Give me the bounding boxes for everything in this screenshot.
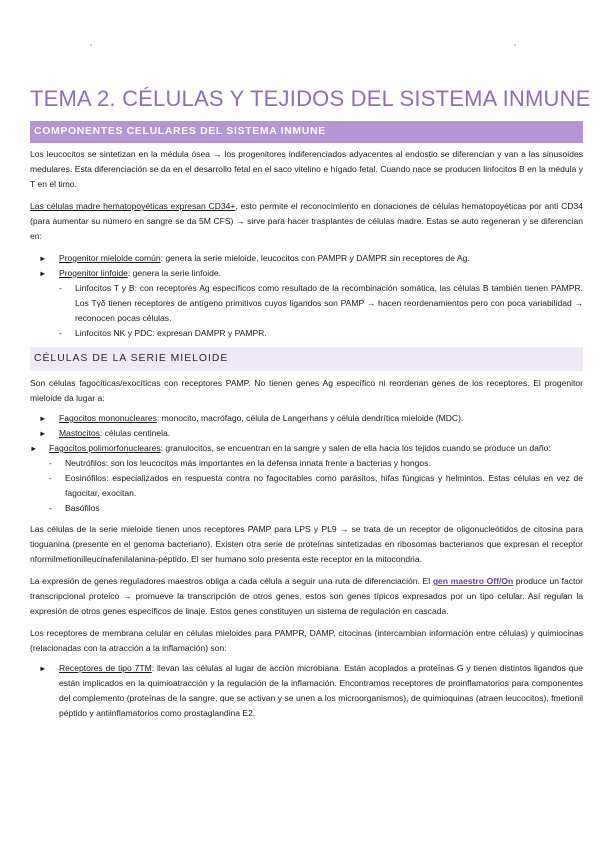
receptores-list	[30, 661, 583, 721]
header-marks	[0, 38, 603, 46]
progenitor-list	[30, 251, 583, 341]
mieloide-list	[30, 411, 583, 516]
arrow-bullet-icon: ►	[39, 254, 47, 263]
header-mark-left: ‚	[90, 37, 92, 47]
sublist-item-text: Basófilos	[65, 503, 100, 513]
list-item	[30, 426, 583, 441]
gen-maestro-before-text: La expresión de genes reguladores maestros obliga a cada célula a seguir una ruta de diferenciación. El	[30, 576, 433, 586]
list-item	[30, 661, 583, 721]
paragraph-receptores-membrana: Los receptores de membrana celular en células mieloides para PAMPR, DAMP, citocinas (intercambian información entre células) y quimiocinas (relacionadas con la atracción a la inflamación) son:	[30, 628, 583, 653]
list-item-text: : genera la serie linfoide.	[127, 268, 222, 278]
sublist-item	[59, 281, 583, 326]
list-item-label: Progenitor mieloide común	[59, 253, 161, 263]
list-item-label: Progenitor linfoide	[59, 268, 128, 278]
list-item-text: : genera la serie mieloide, leucocitos con PAMPR y DAMPR sin receptores de Ag.	[160, 253, 470, 263]
granulocitos-sublist	[49, 456, 583, 516]
sublist-item-text: Neutrófilos: son los leucocitos más importantes en la defensa innata frente a bacterias y hongos.	[65, 458, 431, 468]
dash-bullet-icon: -	[49, 458, 52, 468]
gen-maestro-after-text: produce un factor transcripcional proteico → promueve la transcripción de otros genes, estos son genes típicos expresados por un tipo celular. Así regulan la expresión de otros genes específicos de linaje. Estos genes constituyen un sistema de regulación en cascada.	[30, 576, 583, 616]
document-page	[30, 84, 591, 727]
cd34-underlined-text: Las células madre hematopoyéticas expresan CD34+	[30, 201, 236, 211]
paragraph-cd34	[30, 199, 583, 244]
list-item-label: Receptores de tipo 7TM	[59, 663, 152, 673]
list-item-label: Fagocitos polimorfonucleares	[49, 443, 161, 453]
list-item	[30, 411, 583, 426]
dash-bullet-icon: -	[49, 503, 52, 513]
list-item-text: : llevan las células al lugar de acción microbiana. Están acoplados a proteínas G y tienen distintos ligandos que están implicados en la quimioatracción y la regulación de la inflamación. Encontramos receptores de proinflamatorios para componentes del complemento (proteínas de la sangre, que se activan y se unen a los microorganismos), de quimioquinas (atraen leucocitos), fmetionil péptido y antiinflamatorios como prostaglandina E2.	[59, 663, 583, 718]
list-item	[30, 266, 583, 341]
arrow-bullet-icon: ►	[30, 444, 38, 453]
paragraph-leucocitos: Los leucocitos se sintetizan en la médula ósea → los progenitores indiferenciados adyacentes al endostio se diferencian y van a las sinusoides medulares. Esta diferenciación se da en el desarrollo fetal en el saco vitelino e hígado fetal. Cuando nace se producen linfocitos B en la médula y T en el timo.	[30, 149, 583, 189]
list-item-text: : células centinela.	[99, 428, 171, 438]
sublist-item	[49, 501, 583, 516]
dash-bullet-icon: -	[59, 283, 62, 293]
list-item	[30, 251, 583, 266]
list-item-label: Mastocitos	[59, 428, 100, 438]
linfoide-sublist	[59, 281, 583, 341]
list-item-text: : granulocitos, se encuentran en la sangre y salen de ella hacia los tejidos cuando se produce un daño:	[160, 443, 551, 453]
sublist-item-text: Linfocitos T y B: con receptores Ag específicos como resultado de la recombinación somática, las células B también tienen PAMPR. Los Tγδ tienen receptores de antígeno primitivos cuyos ligandos son PAMP → hacen reordenamientos pero con poca variabilidad → reconocen pocas células.	[75, 283, 583, 323]
paragraph-gen-maestro	[30, 574, 583, 619]
gen-maestro-highlight: gen maestro Off/On	[432, 576, 514, 586]
list-item	[30, 441, 583, 516]
cd34-rest-text: , esto permite el reconocimiento en donaciones de células hematopoyéticas por anti CD34 (para aumentar su número en sangre se da 5M CFS) → sirve para hacer trasplantes de células madre. Estas se auto regeneran y se diferencian en:	[30, 201, 583, 241]
header-mark-right: ‚	[514, 37, 516, 47]
arrow-bullet-icon: ►	[39, 269, 47, 278]
dash-bullet-icon: -	[59, 328, 62, 338]
section-heading-serie-mieloide: CÉLULAS DE LA SERIE MIELOIDE	[30, 347, 583, 371]
document-title: TEMA 2. CÉLULAS Y TEJIDOS DEL SISTEMA INMUNE	[30, 86, 591, 111]
list-item-label: Fagocitos mononucleares	[59, 413, 157, 423]
sublist-item	[49, 456, 583, 471]
paragraph-fagociticas: Son células fagocíticas/exocíticas con receptores PAMP. No tienen genes Ag específico ni reordenan genes de los receptores. El progenitor mieloide da lugar a:	[30, 378, 583, 403]
list-item-text: : monocito, macrófago, célula de Langerhans y célula dendrítica mieloide (MDC).	[156, 413, 464, 423]
sublist-item	[59, 326, 583, 341]
sublist-item	[49, 471, 583, 501]
arrow-bullet-icon: ►	[39, 414, 47, 423]
sublist-item-text: Eosinófilos: especializados en respuesta contra no fagocitables como parásitos, hifas fúngicas y helmintos. Estas células en vez de fagocitar, exocitan.	[65, 473, 583, 498]
sublist-item-text: Linfocitos NK y PDC: expresan DAMPR y PAMPR.	[75, 328, 267, 338]
arrow-bullet-icon: ►	[39, 664, 47, 673]
dash-bullet-icon: -	[49, 473, 52, 483]
section-heading-componentes: COMPONENTES CELULARES DEL SISTEMA INMUNE	[30, 121, 583, 143]
arrow-bullet-icon: ►	[39, 429, 47, 438]
paragraph-receptores-pamp: Las células de la serie mieloide tienen unos receptores PAMP para LPS y PL9 → se trata de un receptor de oligonucleótidos de citosina para tioguanina (presente en el genoma bacteriano). Existen otra serie de proteínas sintetizadas en ribosomas bacterianos que expresan el receptor nformilmetionilleucinafenilalanina-péptido. El ser humano solo presenta este receptor en la mitocondria.	[30, 524, 583, 564]
